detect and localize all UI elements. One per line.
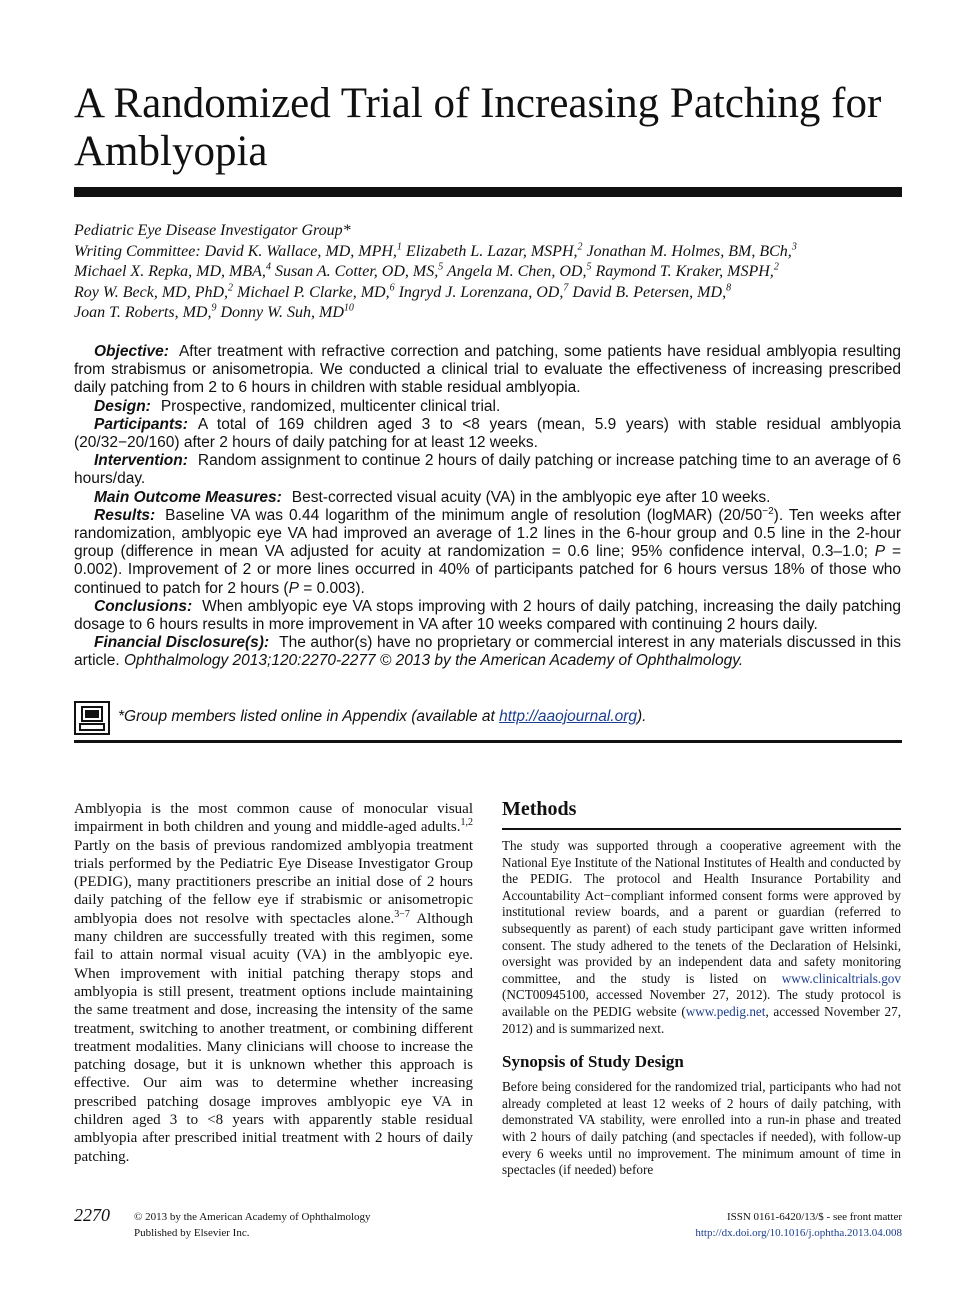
synopsis-paragraph: Before being considered for the randomized trial, participants who had not already completed at least 12 weeks of 2 hours of daily patching, with demonstrated VA stability, were enrolled into a run-in phase and treated with 2 hours of daily patching (and spectacles if needed), with follow-up every 6 weeks until no improvement. The minimum amount of time in spectacles (if needed) before: [502, 1079, 901, 1178]
doi-link[interactable]: http://dx.doi.org/10.1016/j.ophtha.2013.04.008: [695, 1227, 902, 1239]
appendix-note: *Group members listed online in Appendix (available at http://aaojournal.org).: [74, 700, 902, 740]
abstract-disclosure: Financial Disclosure(s): The author(s) have no proprietary or commercial interest in any materials discussed in this article. Ophthalmology 2013;120:2270-2277 © 2013 by the American Academy of Ophthalmology.: [74, 634, 901, 670]
abstract: [74, 343, 901, 671]
author-line-4: Joan T. Roberts, MD,$^9$ Donny W. Suh, MD$^{10}$: [74, 302, 354, 321]
author-line-1: Writing Committee: David K. Wallace, MD, MPH,$^1$ Elizabeth L. Lazar, MSPH,$^2$ Jonathan M. Holmes, BM, BCh,$^3$: [74, 241, 797, 260]
abstract-participants: Participants: A total of 169 children aged 3 to <8 years (mean, 5.9 years) with stable residual amblyopia (20/32−20/160) after 2 hours of daily patching for at least 12 weeks.: [74, 415, 901, 452]
introduction-column: [74, 800, 473, 1166]
citation: Ophthalmology 2013;120:2270-2277 © 2013 by the American Academy of Ophthalmology.: [123, 652, 744, 670]
publisher-text: Published by Elsevier Inc.: [134, 1227, 250, 1239]
section-rule: [74, 740, 902, 743]
author-list: [74, 221, 904, 324]
footer-right: [695, 1209, 902, 1241]
heading-rule: [502, 828, 901, 830]
abstract-conclusions: Conclusions: When amblyopic eye VA stops improving with 2 hours of daily patching, increasing the daily patching dosage to 6 hours results in more improvement in VA after 10 weeks compared with continuing 2 hours daily.: [74, 597, 901, 634]
footer-left: [134, 1209, 371, 1241]
citation-ref[interactable]: 1,2: [460, 817, 473, 829]
introduction-paragraph: Amblyopia is the most common cause of monocular visual impairment in both children and young and middle-aged adults.$^{1,2}$ Partly on the basis of previous randomized amblyopia treatment trials performed by the Pediatric Eye Disease Investigator Group (PEDIG), many practitioners prescribe an initial dose of 2 hours daily patching of the fellow eye if strabismic or anisometropic amblyopia does not resolve with spectacles alone.$^{3-7}$ Although many children are successfully treated with this regimen, some fail to attain normal visual acuity (VA) in the amblyopic eye. When improvement with initial patching therapy stops and amblyopia is still present, treatment options include maintaining the same treatment and dose, increasing the intensity of the same treatment, switching to another treatment, or combining different treatment modalities. Many clinicians will choose to increase the patching dosage, but it is unknown whether this approach is effective. Our aim was to determine whether increasing prescribed patching dosage improves amblyopic eye VA in children aged 3 to <8 years with apparently stable residual amblyopia after prescribed initial treatment with 2 hours of daily patching.: [74, 801, 473, 1165]
abstract-results: Results: Baseline VA was 0.44 logarithm of the minimum angle of resolution (logMAR) $(20/50^{-2})$. Ten weeks after randomization, amblyopic eye VA had improved an average of 1.2 lines in the 6-hour group and 0.5 line in the 2-hour group (difference in mean VA adjusted for acuity at randomization = 0.6 line; 95% confidence interval, 0.3–1.0; P = 0.002). Improvement of 2 or more lines occurred in 40% of participants patched for 6 hours versus 18% of those who continued to patch for 2 hours (P = 0.003).: [74, 505, 901, 597]
issn-text: ISSN 0161-6420/13/$ - see front matter: [726, 1211, 902, 1223]
article-title: A Randomized Trial of Increasing Patching for Amblyopia: [74, 80, 882, 175]
computer-icon: [74, 701, 110, 735]
appendix-link[interactable]: http://aaojournal.org: [499, 708, 637, 725]
title-rule: [74, 187, 902, 197]
author-line-2: Michael X. Repka, MD, MBA,$^4$ Susan A. Cotter, OD, MS,$^5$ Angela M. Chen, OD,$^5$ Raymond T. Kraker, MSPH,$^2$: [74, 261, 779, 280]
page-number: 2270: [74, 1205, 110, 1225]
abstract-intervention: Intervention: Random assignment to continue 2 hours of daily patching or increase patching time to an average of 6 hours/day.: [74, 452, 901, 488]
page-footer: [74, 1205, 902, 1245]
abstract-objective: Objective: After treatment with refractive correction and patching, some patients have residual amblyopia resulting from strabismus or anisometropia. We conducted a clinical trial to evaluate the effectiveness of increasing prescribed daily patching from 2 to 6 hours in children with stable residual amblyopia.: [74, 343, 901, 397]
methods-column: [502, 796, 901, 1179]
methods-paragraph: The study was supported through a cooperative agreement with the National Eye Institute of the National Institutes of Health and conducted by the PEDIG. The protocol and Health Insurance Portability and Accountability Act−compliant informed consent forms were approved by institutional review boards, and a parent or guardian (referred to subsequently as parent) of each study participant gave written informed consent. The study adhered to the tenets of the Declaration of Helsinki, oversight was provided by an independent data and safety monitoring committee, and the study is listed on www.clinicaltrials.gov (NCT00945100, accessed November 27, 2012). The study protocol is available on the PEDIG website (www.pedig.net, accessed November 27, 2012) and is summarized next.: [502, 838, 901, 1036]
appendix-text: *Group members listed online in Appendix (available at: [118, 708, 500, 725]
methods-heading: Methods: [502, 798, 577, 820]
abstract-design: Design: Prospective, randomized, multicenter clinical trial.: [94, 397, 501, 415]
citation-ref[interactable]: 3−7: [394, 908, 410, 920]
synopsis-heading: Synopsis of Study Design: [502, 1052, 684, 1072]
author-line-3: Roy W. Beck, MD, PhD,$^2$ Michael P. Clarke, MD,$^6$ Ingryd J. Lorenzana, OD,$^7$ David B. Petersen, MD,$^8$: [74, 282, 732, 301]
group-name: Pediatric Eye Disease Investigator Group*: [74, 222, 351, 239]
abstract-outcome: Main Outcome Measures: Best-corrected visual acuity (VA) in the amblyopic eye after 10 weeks.: [94, 488, 771, 506]
clinicaltrials-link[interactable]: www.clinicaltrials.gov: [781, 970, 901, 986]
copyright-text: © 2013 by the American Academy of Ophthalmology: [134, 1211, 371, 1223]
pedig-link[interactable]: www.pedig.net: [685, 1003, 766, 1019]
